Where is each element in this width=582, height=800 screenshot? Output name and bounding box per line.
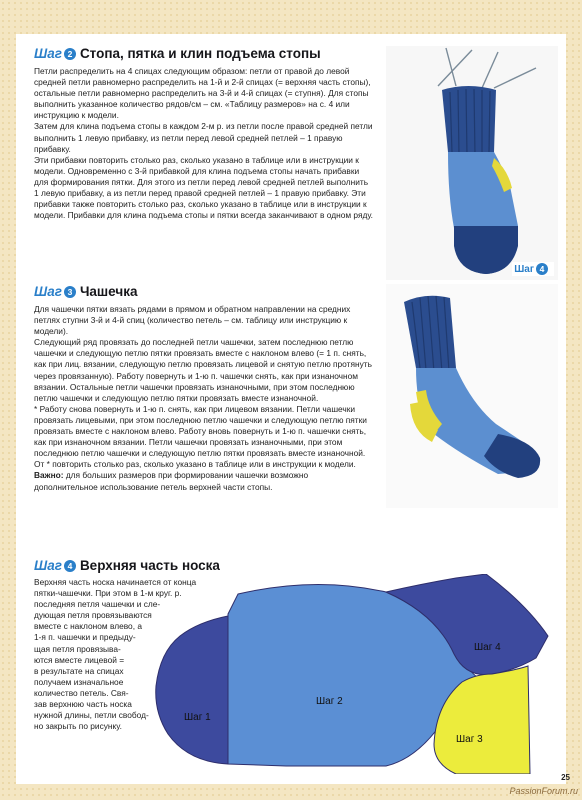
step4-line: количество петель. Свя-	[34, 687, 129, 698]
diagram-label-step4: Шаг 4	[474, 642, 501, 653]
step4-line: Верхняя часть носка начинается от конца	[34, 577, 197, 587]
step2-heading: Стопа, пятка и клин подъема стопы	[79, 46, 321, 61]
step3-photo	[386, 284, 558, 508]
step3-important-text: для больших размеров при формировании чашечки возможно дополнительное использование петель верхней части стопы.	[34, 470, 309, 492]
step2-title	[34, 46, 321, 61]
diagram-label-step3: Шаг 3	[456, 734, 483, 745]
step2-photo	[386, 46, 558, 280]
step4-line: вместе с наклоном влево, а	[34, 621, 142, 632]
step4-line: 1-я п. чашечки и предыду-	[34, 632, 136, 643]
step4-shag: Шаг	[34, 558, 62, 573]
step4-number-badge: 4	[64, 560, 76, 572]
photo-caption-badge: 4	[536, 263, 548, 275]
step2-photo-caption	[512, 262, 554, 276]
diagram-label-step1: Шаг 1	[184, 712, 211, 723]
step3-title	[34, 284, 137, 299]
sock-on-needles-image	[386, 46, 558, 280]
step4-line: пятки-чашечки. При этом в 1-м круг. р.	[34, 588, 182, 599]
step2-shag: Шаг	[34, 46, 62, 61]
step4-line: нужной длины, петли свобод-	[34, 710, 149, 721]
step3-number-badge: 3	[64, 286, 76, 298]
step3-paragraph-1: Для чашечки пятки вязать рядами в прямом и обратном направлении на средних петлях ступни 3-й и 4-й спиц (количество петель – см. таблицу или инструкцию к модели).	[34, 304, 351, 337]
step3-shag: Шаг	[34, 284, 62, 299]
step3-important	[34, 470, 374, 492]
step2-paragraph-3: Эти прибавки повторить столько раз, сколько указано в таблице или в инструкции к модели. Одновременно с 3-й прибавкой для клина подъема стопы начать прибавки для формирования пятки. Для этого из петли перед левой средней петлей выполнить 1 левую прибавку, а из петли перед правой средней петлей – 1 правую прибавку. Эти прибавки также повторить столько раз, сколько указано в таблице или в инструкции к модели. Прибавки для клина подъема стопы и пятки всегда заканчивают в одном ряду.	[34, 154, 374, 221]
step4-line: дующая петля провязываются	[34, 610, 152, 621]
step3-important-label: Важно:	[34, 470, 64, 481]
page-number: 25	[561, 773, 570, 782]
step3-paragraph-2: Следующий ряд провязать до последней петли чашечки, затем последнюю петлю чашечки и следующую петлю пятки провязать вместе с наклоном влево (= 1 п. снять, как при лиц. вязании, следующую петлю провязать лицевой и снятую петлю протянуть через провязанную). Работу повернуть и 1-ю п. чашечки снять, как при изнаночном вязании. Остальные петли чашечки провязать изнаночными, при этом последнюю петлю чашечки и следующую петлю пятки провязать вместе изнаночной.	[34, 337, 372, 403]
step2-number-badge: 2	[64, 48, 76, 60]
step3-paragraph-3: * Работу снова повернуть и 1-ю п. снять, как при лицевом вязании. Петли чашечки провязать лицевыми, при этом последнюю петлю чашечки и следующую петлю пятки провязать вместе с наклоном влево. Работу вновь повернуть и 1-ю п. чашечки снять, как при изнаночном вязании. Петли чашечки провязать изнаночными, при этом последнюю петлю чашечки и следующую петлю пятки провязать вместе изнаночной. От * повторить столько раз, сколько указано в таблице или в инструкции к модели.	[34, 403, 367, 470]
photo-caption-shag: Шаг	[514, 263, 534, 275]
step4-title	[34, 558, 220, 573]
step4-heading: Верхняя часть носка	[79, 558, 220, 573]
step4-line: зав верхнюю часть носка	[34, 699, 132, 710]
step4-line: щая петля провязыва-	[34, 643, 121, 654]
step4-text	[34, 577, 264, 732]
step4-line: последняя петля чашечки и сле-	[34, 599, 161, 610]
step2-text	[34, 66, 374, 221]
step4-line: ются вместе лицевой =	[34, 654, 125, 665]
site-watermark: PassionForum.ru	[509, 786, 578, 796]
page	[16, 34, 566, 784]
step4-line: но закрыть по рисунку.	[34, 721, 122, 732]
diagram-label-step2: Шаг 2	[316, 696, 343, 707]
step4-line: получаем изначальное	[34, 676, 124, 687]
step3-heading: Чашечка	[79, 284, 138, 299]
step3-text	[34, 304, 374, 493]
step4-line: в результате на спицах	[34, 665, 124, 676]
step2-paragraph-2: Затем для клина подъема стопы в каждом 2-м р. из петли после правой средней петли выполнить 1 левую прибавку, из петли перед левой средней петлей – 1 правую прибавку.	[34, 121, 373, 154]
sock-with-heel-image	[386, 284, 558, 508]
step2-paragraph-1: Петли распределить на 4 спицах следующим образом: петли от правой до левой средней петли равномерно распределить на 1-й и 2-й спицах (= верхняя часть стопы), остальные петли равномерно распределить на 3-й и 4-й спицах (= ступня). Для стопы выполнить указанное количество рядов/см – см. «Таблицу размеров» на с. 4 или инструкцию к модели.	[34, 66, 371, 121]
